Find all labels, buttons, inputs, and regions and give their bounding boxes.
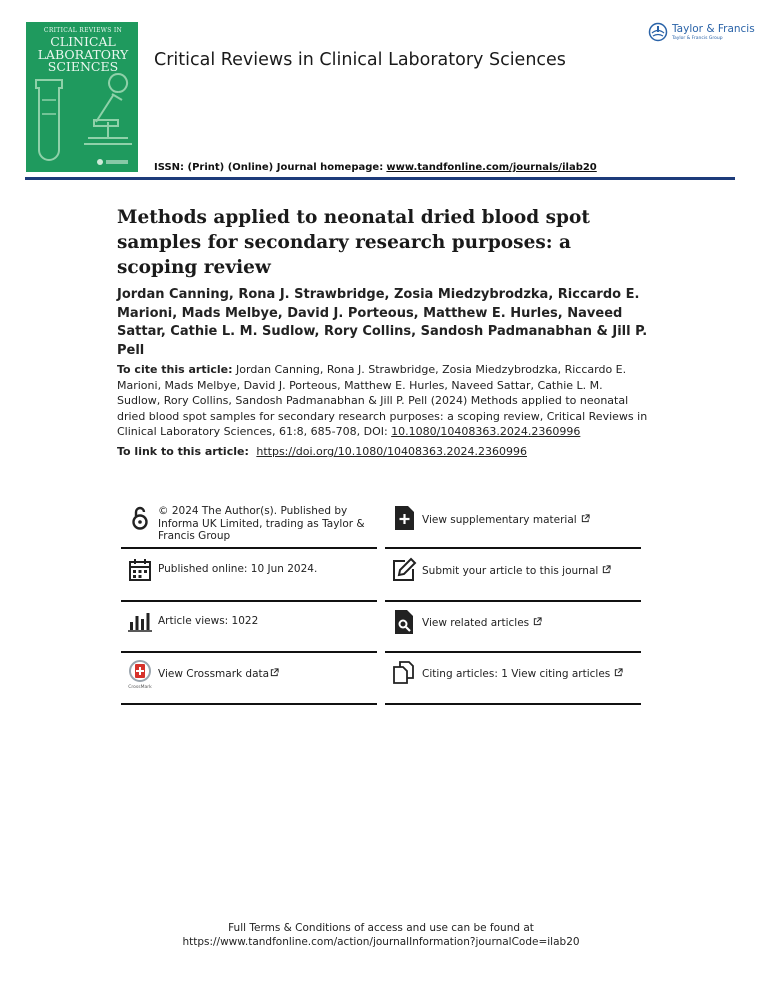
license-text: © 2024 The Author(s). Published by Informa UK Limited, trading as Taylor & Francis Group [158,505,365,542]
license-cell[interactable] [121,505,377,549]
supplementary-link[interactable] [422,514,590,527]
external-link-icon [614,668,623,677]
article-link-label: To link to this article: [117,445,249,458]
crossmark-cell[interactable] [121,652,377,705]
publisher-logo-text: Taylor & Francis [672,23,755,35]
external-link-icon [270,668,279,677]
article-doi-link[interactable]: https://doi.org/10.1080/10408363.2024.2360996 [256,445,527,458]
supplementary-label: View supplementary material [422,514,577,526]
issn-line [154,162,597,173]
article-authors: Jordan Canning, Rona J. Strawbridge, Zosia Miedzybrodzka, Riccardo E. Marioni, Mads Melbye, David J. Porteous, Matthew E. Hurles, Naveed Sattar, Cathie L. M. Sudlow, Rory Collins, Sandosh Padmanabhan & Jill P. Pell [117,287,648,358]
bar-chart-icon [127,608,153,634]
citation-block [117,362,649,440]
journal-homepage-link[interactable]: www.tandfonline.com/journals/ilab20 [386,162,597,173]
cover-line-1: CRITICAL REVIEWS IN [43,27,123,34]
crossmark-logo-text: CrossMark [128,685,152,690]
citation-doi-link[interactable]: 10.1080/10408363.2024.2360996 [391,425,581,438]
related-cell[interactable] [385,600,641,653]
citing-cell[interactable] [385,652,641,705]
citing-articles-icon [391,659,417,685]
cover-title [34,28,132,74]
crossmark-icon [126,660,154,690]
edit-icon [391,557,417,583]
header-divider [25,177,735,180]
add-file-icon [391,505,417,531]
related-link[interactable] [422,617,542,630]
citation-label: To cite this article: [117,363,233,376]
submit-label: Submit your article to this journal [422,565,599,577]
issn-label: ISSN: (Print) (Online) Journal homepage: [154,162,384,173]
article-views-text: Article views: 1022 [158,615,259,627]
calendar-icon [127,557,153,583]
cover-line-2: CLINICAL [50,34,116,49]
cover-line-3: LABORATORY [37,46,129,62]
publisher-logo-icon [648,22,668,42]
article-link-line [117,445,527,458]
submit-link[interactable] [422,565,611,578]
submit-cell[interactable] [385,549,641,602]
journal-cover-image [26,22,138,172]
journal-name[interactable]: Critical Reviews in Clinical Laboratory Sciences [154,50,566,70]
crossmark-label: View Crossmark data [158,668,270,680]
external-link-icon [533,617,542,626]
related-label: View related articles [422,617,530,629]
external-link-icon [602,565,611,574]
footer [0,921,762,949]
search-document-icon [391,609,417,635]
article-title: Methods applied to neonatal dried blood spot samples for secondary research purposes: a scoping review [117,207,590,278]
publisher-logo-subtext: Taylor & Francis Group [672,36,723,41]
citing-label: Citing articles: 1 View citing articles [422,668,611,680]
citing-link[interactable] [422,668,623,681]
views-cell [121,600,377,653]
open-access-icon [127,505,153,531]
external-link-icon [581,514,590,523]
supplementary-cell[interactable] [385,505,641,549]
citation-text: Jordan Canning, Rona J. Strawbridge, Zosia Miedzybrodzka, Riccardo E. Marioni, Mads Melbye, David J. Porteous, Matthew E. Hurles, Naveed Sattar, Cathie L. M. Sudlow, Rory Collins, Sandosh Padmanabhan & Jill P. Pell (2024) Methods applied to neonatal dried blood spot samples for secondary research purposes: a scoping review, Critical Reviews in Clinical Laboratory Sciences, 61:8, 685-708, DOI: [117,363,648,438]
cover-line-4: SCIENCES [47,59,119,74]
published-date-text: Published online: 10 Jun 2024. [158,563,318,575]
crossmark-link[interactable] [158,668,279,681]
footer-terms-link[interactable]: https://www.tandfonline.com/action/journalInformation?journalCode=ilab20 [182,936,580,948]
publisher-logo[interactable] [648,22,755,44]
published-cell [121,549,377,602]
footer-line-1: Full Terms & Conditions of access and use can be found at [228,922,534,934]
